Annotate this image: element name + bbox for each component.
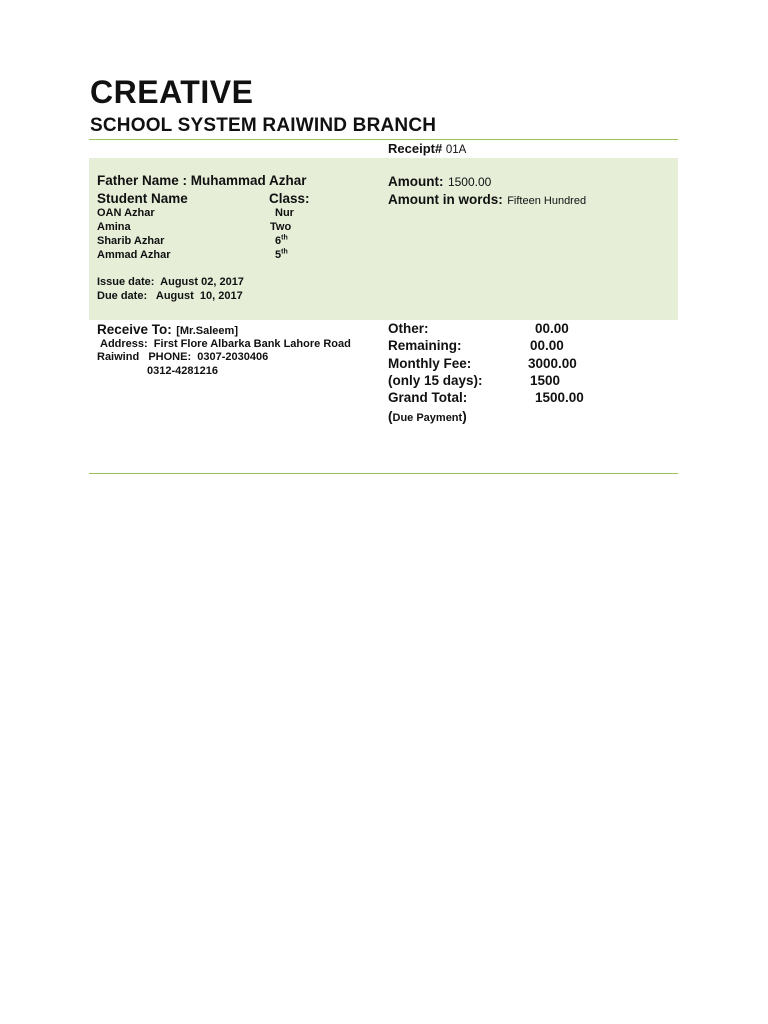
due-payment-close: ): [462, 409, 467, 424]
issue-date: Issue date: August 02, 2017: [97, 276, 244, 288]
class-number: 6: [275, 235, 282, 247]
fee-value: 00.00: [530, 338, 564, 353]
student-class: [275, 235, 288, 247]
due-date: Due date: August 10, 2017: [97, 290, 243, 302]
fee-value: 00.00: [535, 321, 569, 336]
student-name: Sharib Azhar: [97, 235, 165, 247]
school-subtitle: SCHOOL SYSTEM RAIWIND BRANCH: [90, 115, 437, 136]
due-payment-text: Due Payment: [392, 412, 463, 424]
receipt-number: [388, 141, 466, 156]
student-name: Ammad Azhar: [97, 249, 171, 261]
father-name-label: Father Name :: [97, 173, 188, 188]
bottom-divider: [89, 473, 678, 474]
receipt-value: 01A: [445, 144, 467, 156]
father-name-value: Muhammad Azhar: [190, 173, 307, 188]
phone-line: 0312-4281216: [147, 365, 218, 377]
class-number: 5: [275, 249, 282, 261]
class-suffix: th: [281, 248, 288, 256]
amount-words-label: Amount in words:: [388, 192, 503, 207]
student-name: OAN Azhar: [97, 207, 155, 219]
fee-label: Other:: [388, 321, 429, 336]
amount-words-value: Fifteen Hundred: [507, 195, 587, 207]
fee-label: Monthly Fee:: [388, 356, 472, 371]
address-line: Address: First Flore Albarka Bank Lahore Road: [100, 338, 351, 350]
father-name: [97, 173, 307, 188]
amount: [388, 173, 491, 191]
fee-label: (only 15 days):: [388, 373, 483, 388]
student-class: Two: [270, 221, 292, 233]
student-class: Nur: [275, 207, 294, 219]
student-name-header: Student Name: [97, 191, 188, 206]
amount-value: 1500.00: [447, 175, 492, 189]
fee-label: Remaining:: [388, 338, 462, 353]
due-payment-open: (: [388, 409, 393, 424]
amount-label: Amount:: [388, 174, 444, 189]
class-header: Class:: [269, 191, 310, 206]
student-name: Amina: [97, 221, 131, 233]
receipt-label: Receipt#: [388, 141, 443, 156]
receive-to-value: [Mr.Saleem]: [176, 325, 238, 337]
school-title: CREATIVE: [90, 74, 254, 110]
student-class: [275, 249, 288, 261]
receive-to: [97, 321, 238, 339]
address-line: Raiwind PHONE: 0307-2030406: [97, 351, 269, 363]
top-divider: [89, 139, 678, 140]
fee-value: 3000.00: [528, 356, 577, 371]
grand-total-label: Grand Total:: [388, 390, 468, 405]
class-suffix: th: [281, 234, 288, 242]
due-payment: [388, 408, 467, 426]
receive-to-label: Receive To:: [97, 322, 172, 337]
fee-value: 1500: [530, 373, 561, 388]
amount-in-words: [388, 191, 586, 209]
grand-total-value: 1500.00: [535, 390, 584, 405]
